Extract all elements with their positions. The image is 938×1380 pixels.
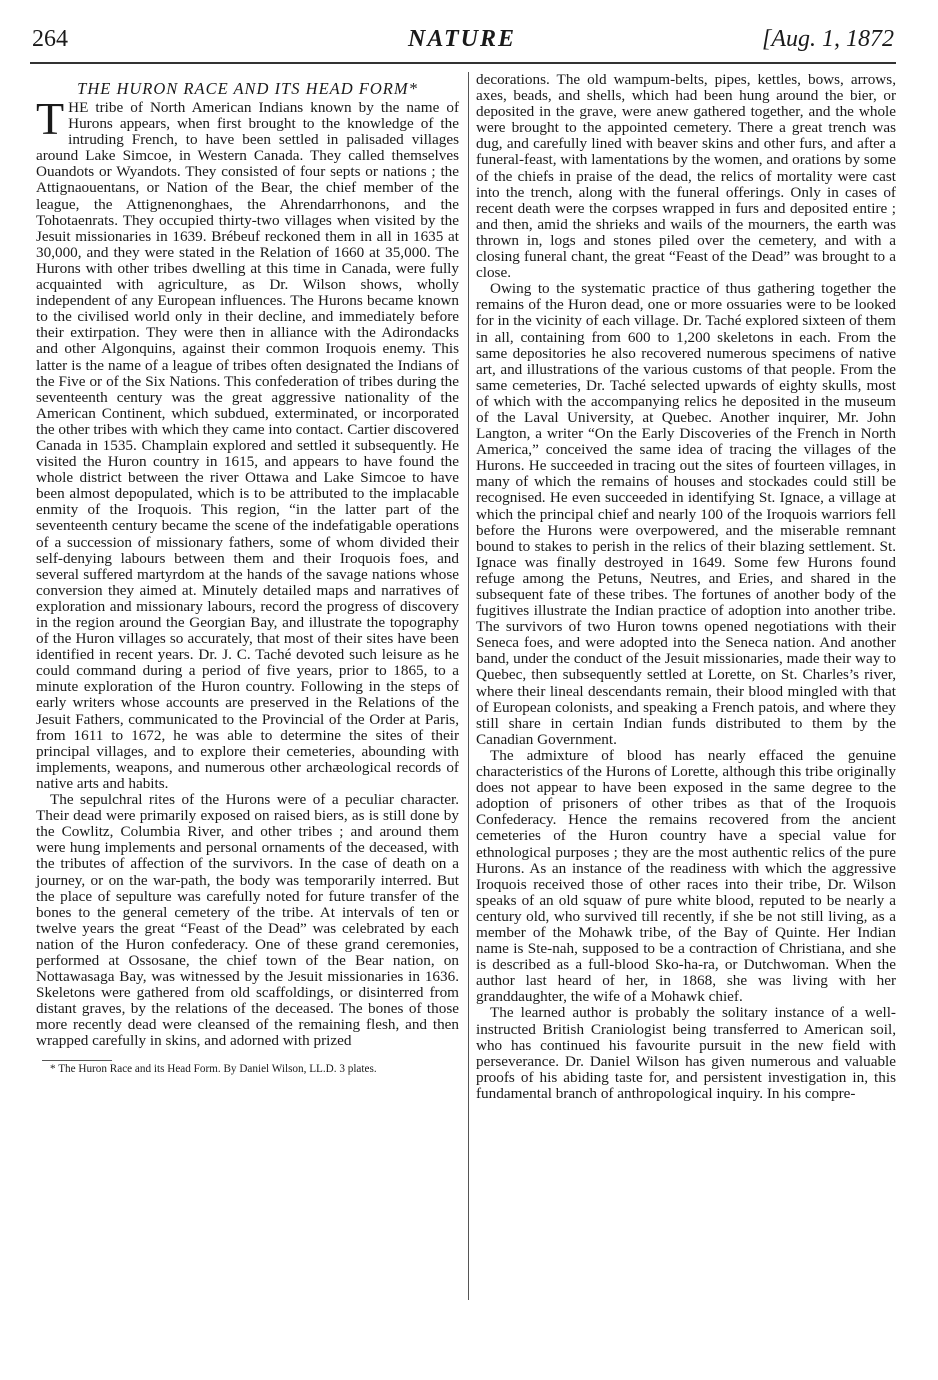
article-paragraph: The sepulchral rites of the Hurons were of a peculiar character. Their dead were primarily exposed on raised biers, as is still done by the Cowlitz, Columbia River, and other tribes ; and around them were hung implements and personal ornaments of the deceased, with the tributes of affection of the survivors. In the case of death on a journey, or on the war-path, the body was temporarily interred. But the place of sepulture was carefully noted for future transfer of the bones to the general cemetery of the tribe. At intervals of ten or twelve years the great “Feast of the Dead” was celebrated by each nation of the Huron confederacy. One of these grand ceremonies, performed at Ossosane, the chief town of the Bear nation, on Nottawasaga Bay, was witnessed by the Jesuit missionaries in 1636. Skeletons were gathered from old scaffoldings, or disinterred from distant graves, by the relations of the deceased. The bones of those more recently dead were cleansed of the remaining flesh, and then wrapped carefully in skins, and adorned with prized	[36, 791, 459, 1050]
page-number: 264	[32, 26, 68, 52]
right-column	[476, 72, 896, 1102]
article-paragraph: Owing to the systematic practice of thus gathering together the remains of the Huron dead, one or more ossuaries were to be looked for in the vicinity of each village. Dr. Taché explored sixteen of them in all, containing from 600 to 1,200 skeletons in each. From the same depositories he also recovered numerous specimens of native art, and illustrations of the various customs of that people. From the same cemeteries, Dr. Taché selected upwards of eighty skulls, most of which with the accompanying relics he deposited in the museum of the Laval University, at Quebec. Another inquirer, Mr. John Langton, a writer “On the Early Discoveries of the French in North America,” conceived the same idea of tracing the villages of the Hurons. He succeeded in tracing out the sites of fourteen villages, in many of which the remains of houses and stockades could still be recognised. He even succeeded in identifying St. Ignace, a village at which the principal chief and nearly 100 of the Iroquois warriors fell before the Hurons were overpowered, and the miserable remnant bound to stakes to perish in the relics of their blazing settlement. St. Ignace was finally destroyed in 1649. Some few Hurons found refuge among the Petuns, Neutres, and Eries, and shared in the subsequent fate of these tribes. The fortunes of another body of the fugitives illustrate the Indian practice of adoption into another tribe. The survivors of two Huron towns opened negotiations with their Seneca foes, and were adopted into the Seneca nation. And another band, under the conduct of the Jesuit missionaries, made their way to Quebec, then subsequently settled at Lorette, on St. Charles’s river, where their lineal descendants remain, their blood mingled with that of European colonists, and speaking a French patois, and where they still share in certain Indian funds distributed to them by the Canadian Government.	[476, 280, 896, 748]
journal-title: NATURE	[407, 26, 517, 52]
article-paragraph: The learned author is probably the solitary instance of a well-instructed British Craniologist being transferred to American soil, who has continued his favourite pursuit in the new field with perseverance. Dr. Daniel Wilson has given numerous and valuable proofs of his abiding taste for, and persistent investigation in, this fundamental branch of anthropological inquiry. In his compre-	[476, 1004, 896, 1102]
drop-cap: T	[36, 93, 65, 144]
article-title: THE HURON RACE AND ITS HEAD FORM*	[77, 79, 418, 98]
article-paragraph	[36, 93, 459, 792]
footnote-rule	[42, 1060, 112, 1061]
header-rule	[30, 62, 896, 64]
page-header	[30, 26, 894, 58]
left-column	[36, 70, 459, 1076]
footnote: * The Huron Race and its Head Form. By Daniel Wilson, LL.D. 3 plates.	[50, 1062, 377, 1075]
issue-date: [Aug. 1, 1872	[762, 26, 894, 52]
column-divider	[468, 72, 469, 1300]
article-paragraph: decorations. The old wampum-belts, pipes, kettles, bows, arrows, axes, beads, and shells, which had been hung around the bier, or deposited in the grave, were anew gathered together, and the whole were brought to the appointed cemetery. There a great trench was dug, and carefully lined with beaver skins and other furs, and after a funeral-feast, with lamentations by the women, and orations by some of the chiefs in praise of the dead, the relics of mortality were cast into the trench, along with the funeral offerings. Only in cases of recent death were the corpses wrapped in furs and deposited entire ; and then, amid the shrieks and wails of the mourners, the earth was thrown in, logs and stones piled over the cemetery, and with a closing funeral chant, the great “Feast of the Dead” was brought to a close.	[476, 71, 896, 282]
paragraph-text: HE tribe of North American Indians known by the name of Hurons appears, when first brought to the knowledge of the intruding French, to have been settled in palisaded villages around Lake Simcoe, in Western Canada. They called themselves Ouandots or Wyandots. They consisted of four septs or nations ; the Attignaouentans, or Nation of the Bear, the chief member of the league, the Attignenonghaes, the Ahrendarrhonons, and the Tohotaenrats. They occupied thirty-two villages when visited by the Jesuit missionaries in 1639. Brébeuf reckoned them in all in 1635 at 30,000, and they were stated in the Relation of 1660 at 35,000. The Hurons with other tribes dwelling at this time in Canada, were fully acquainted with agriculture, as Dr. Wilson shows, wholly independent of any European influences. The Hurons became known to the civilised world only in their decline, and immediately before their extirpation. They were then in alliance with the Adirondacks and other Algonquins, against their common Iroquois enemy. This latter is the name of a league of tribes often designated the Indians of the Five or of the Six Nations. This confederation of tribes during the seventeenth century was the great aggressive nationality of the American Continent, which subdued, exterminated, or incorporated the other tribes with which they came into contact. Cartier discovered Canada in 1535. Champlain explored and settled it subsequently. He visited the Huron country in 1615, and appears to have found the whole district between the river Ottawa and Lake Simcoe to have been almost depopulated, which is to be attributed to the implacable enmity of the Iroquois. This region, “in the latter part of the seventeenth century became the scene of the indefatigable operations of a succession of missionary fathers, some of whom divided their self-denying labours between them and their Iroquois foes, and several suffered martyrdom at the hands of the savage nations whose conversion they aimed at. Minutely detailed maps and narratives of exploration and missionary labours, record the progress of discovery in the region around the Georgian Bay, and illustrate the topography of the Huron villages so accurately, that most of their sites have been identified in recent years. Dr. J. C. Taché devoted such leisure as he could command during a period of five years, prior to 1865, to a minute exploration of the Huron country. Following in the steps of early writers whose accounts are preserved in the Relations of the Jesuit Fathers, communicated to the Provincial of the Order at Paris, from 1611 to 1672, he was able to determine the sites of their principal villages, and to explore their cemeteries, abounding with implements, weapons, and numerous other archæological records of native arts and habits.	[36, 99, 459, 792]
article-paragraph: The admixture of blood has nearly effaced the genuine characteristics of the Hurons of Lorette, although this tribe originally does not appear to have been exposed in the same degree to the adoption of prisoners of other tribes as that of the Iroquois Confederacy. Hence the remains recovered from the ancient cemeteries of the Huron country have a special value for ethnological purposes ; they are the most authentic relics of the pure Hurons. As an instance of the readiness with which the aggressive Iroquois received those of other races into their tribe, Dr. Wilson speaks of an old squaw of pure white blood, reputed to be nearly a century old, who survived till recently, if she be not still living, as a member of the Mohawk tribe, of the Bay of Quinte. Her Indian name is Ste-nah, supposed to be a contraction of Christiana, and she is described as a full-blood Sko-ha-ra, or Dutchwoman. When the author last heard of her, in 1868, she was living with her granddaughter, the wife of a Mohawk chief.	[476, 746, 896, 1006]
